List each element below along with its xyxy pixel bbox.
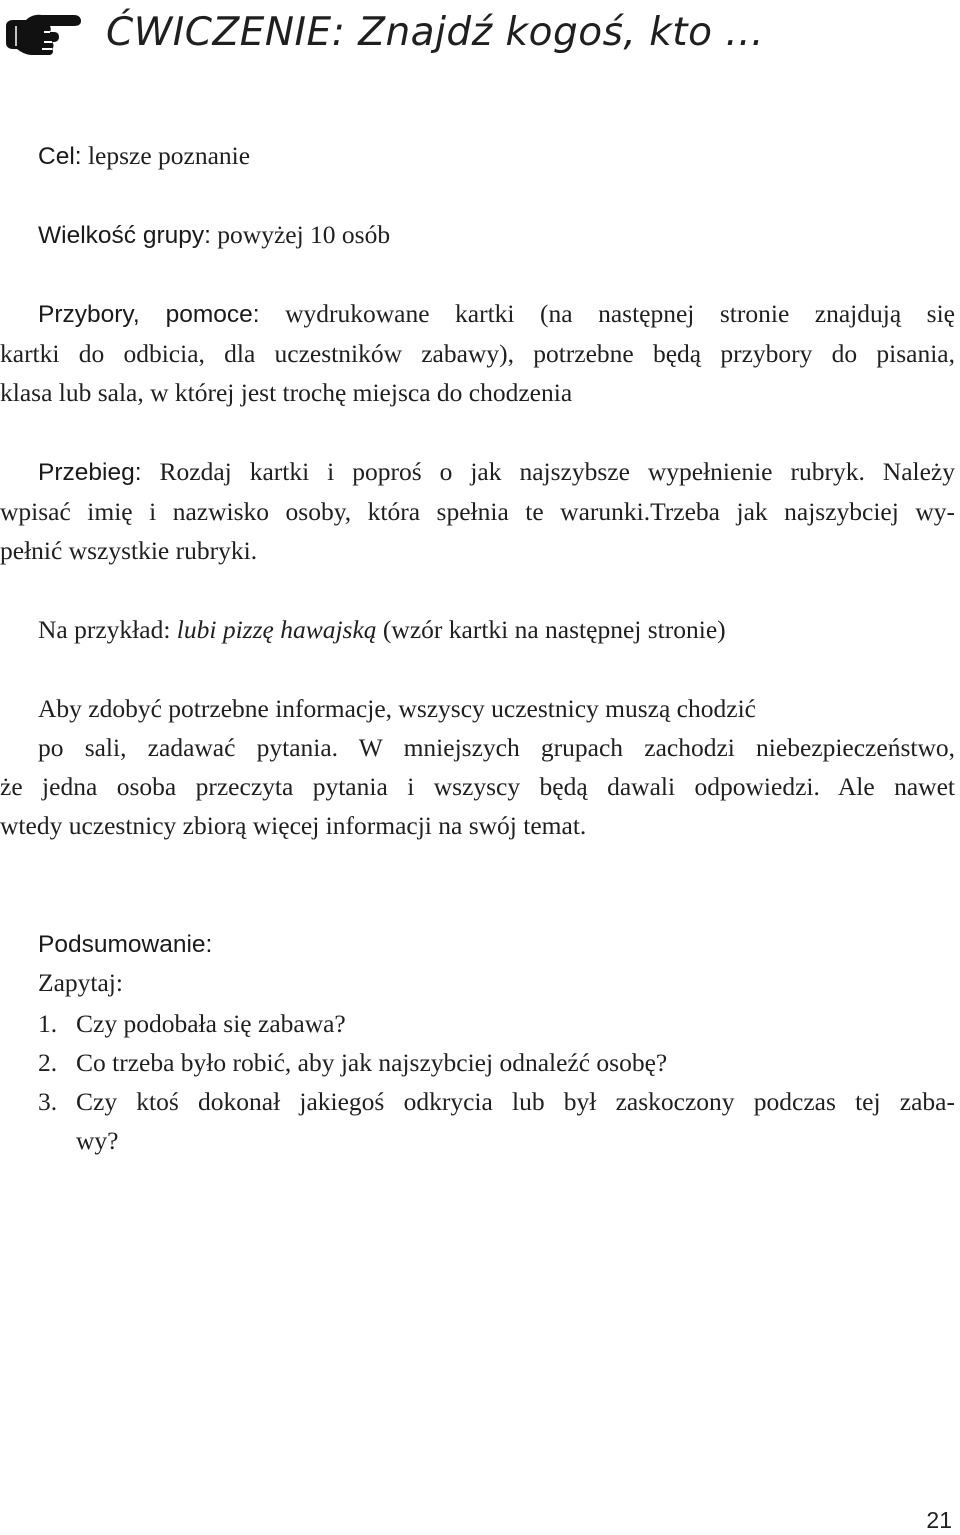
summary-ask-line [0,963,960,1002]
procedure-text-1: Rozdaj kartki i poproś o jak najszybsze wypełnienie rubryk. Należy [159,457,955,486]
list-item-text-line-1: Czy ktoś dokonał jakiegoś odkrycia lub był zaskoczony podczas tej zaba- [76,1087,955,1116]
info-line-1: Aby zdobyć potrzebne informacje, wszyscy uczestnicy muszą chodzić [38,694,756,723]
materials-paragraph [0,294,955,412]
info-paragraph [0,689,955,845]
list-item-number: 1. [38,1009,58,1038]
list-item-text: Czy podobała się zabawa? [76,1009,346,1038]
goal-label: Cel: [38,143,82,170]
goal-text: lepsze poznanie [87,141,251,170]
procedure-line-2: wpisać imię i nazwisko osoby, która spełnia te warunki.Trzeba jak najszybciej wy- [0,497,955,526]
summary-heading-line [0,924,960,964]
list-item [38,1043,955,1082]
list-item [38,1004,955,1043]
materials-line-1 [0,294,955,334]
list-item-text: Co trzeba było robić, aby jak najszybciej odnaleźć osobę? [76,1048,668,1077]
list-item [38,1082,955,1160]
materials-line-3: klasa lub sala, w której jest trochę miejsca do chodzenia [0,378,573,407]
example-line [0,610,960,649]
group-size-line [0,215,960,255]
procedure-paragraph [0,452,955,570]
info-line-3: że jedna osoba przeczyta pytania i wszyscy będą dawali odpowiedzi. Ale nawet [0,772,955,801]
list-item-text-line-2: wy? [76,1126,119,1155]
procedure-label: Przebieg: [38,459,142,486]
example-suffix: (wzór kartki na następnej stronie) [382,615,726,644]
list-item-number: 2. [38,1048,58,1077]
procedure-line-3: pełnić wszystkie rubryki. [0,536,258,565]
title-row [4,8,954,64]
procedure-line-1 [0,452,955,492]
goal-line [0,136,960,176]
page-title: ĆWICZENIE: Znajdź kogoś, kto ... [106,10,765,55]
example-prefix: Na przykład: [38,615,171,644]
pointing-hand-icon [4,12,82,58]
materials-label: Przybory, pomoce: [38,301,260,328]
materials-line-2: kartki do odbicia, dla uczestników zabawy), potrzebne będą przybory do pisania, [0,339,955,368]
list-item-number: 3. [38,1087,58,1116]
info-line-2: po sali, zadawać pytania. W mniejszych grupach zachodzi niebezpieczeństwo, [38,733,955,762]
example-italic: lubi pizzę hawajską [176,615,377,644]
info-line-4: wtedy uczestnicy zbiorą więcej informacji na swój temat. [0,811,587,840]
group-size-text: powyżej 10 osób [217,220,391,249]
page-number: 21 [926,1507,952,1533]
summary-ask: Zapytaj: [38,968,123,997]
materials-text-1: wydrukowane kartki (na następnej stronie znajdują się [285,299,955,328]
group-size-label: Wielkość grupy: [38,222,211,249]
summary-label: Podsumowanie: [38,931,213,958]
